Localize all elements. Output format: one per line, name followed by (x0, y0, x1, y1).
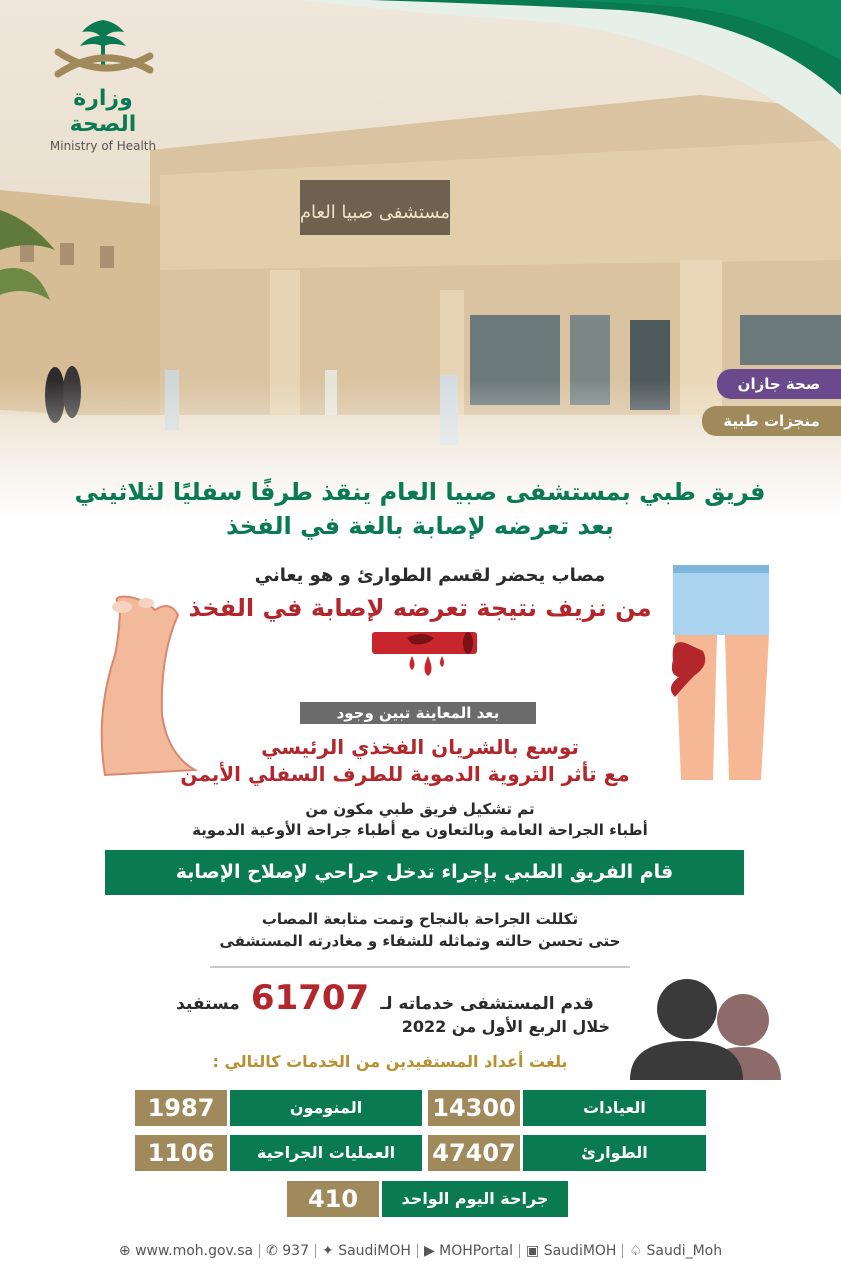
facebook-icon: ▣ (526, 1243, 540, 1259)
logo-english: Ministry of Health (49, 139, 157, 153)
case-bleeding: من نزيف نتيجة تعرضه لإصابة في الفخذ (188, 594, 652, 622)
finding-line1: توسع بالشريان الفخذي الرئيسي (261, 735, 579, 759)
outcome-line2: حتى تحسن حالته وتماثله للشفاء و مغادرته المستشفى (219, 932, 621, 950)
stat-value-surgeries: 1106 (135, 1135, 227, 1171)
footer-phone-text: 937 (282, 1243, 309, 1259)
divider (210, 966, 630, 968)
breakdown-title: بلغت أعداد المستفيدين من الخدمات كالتالي : (212, 1052, 568, 1071)
palm-swords-emblem (38, 12, 168, 82)
footer-website-text: www.moh.gov.sa (135, 1243, 254, 1259)
stat-value-inpatients: 1987 (135, 1090, 227, 1126)
finding-line2: مع تأثر التروية الدموية للطرف السفلي الأيمن (180, 762, 630, 786)
blood-vessel-icon (372, 628, 477, 688)
stat-value-clinics: 14300 (428, 1090, 520, 1126)
headline-line1: فريق طبي بمستشفى صبيا العام ينقذ طرفًا سفليًا لثلاثيني (74, 478, 766, 506)
footer-facebook-text: SaudiMOH (543, 1243, 617, 1259)
people-icon (625, 975, 785, 1080)
services-suffix: مستفيد (176, 994, 240, 1014)
youtube-icon: ▶ (423, 1243, 435, 1259)
snapchat-icon: ♤ (629, 1243, 643, 1259)
stat-label-clinics: العيادات (523, 1090, 706, 1126)
services-count: 61707 (250, 978, 370, 1018)
hospital-sign-text: مستشفى صبيا العام (299, 202, 451, 223)
outcome-line1: تكللت الجراحة بالنجاح وتمت متابعة المصاب (261, 910, 579, 928)
region-tag: صحة جازان (717, 369, 841, 399)
stat-label-emergency: الطوارئ (523, 1135, 706, 1171)
stat-label-inpatients: المنومون (230, 1090, 422, 1126)
phone-icon: ✆ (266, 1243, 278, 1259)
globe-icon: ⊕ (118, 1243, 131, 1259)
exam-badge: بعد المعاينة تبين وجود (300, 702, 536, 724)
footer-snapchat-text: Saudi_Moh (646, 1243, 723, 1259)
stat-label-day-surgery: جراحة اليوم الواحد (382, 1181, 568, 1217)
category-tag: منجزات طبية (702, 406, 841, 436)
footer-twitter[interactable] (316, 1239, 417, 1263)
team-line2: أطباء الجراحة العامة وبالتعاون مع أطباء جراحة الأوعية الدموية (192, 821, 648, 839)
footer-facebook[interactable] (520, 1239, 622, 1263)
services-summary (150, 978, 620, 1018)
footer (0, 1238, 841, 1262)
services-prefix: قدم المستشفى خدماته لـ (380, 994, 594, 1014)
footer-youtube[interactable] (418, 1239, 519, 1263)
stat-value-day-surgery: 410 (287, 1181, 379, 1217)
footer-snapchat[interactable] (623, 1239, 728, 1263)
stat-label-surgeries: العمليات الجراحية (230, 1135, 422, 1171)
logo-arabic: وزارة الصحة (69, 86, 137, 137)
footer-website[interactable] (113, 1239, 259, 1263)
stat-value-emergency: 47407 (428, 1135, 520, 1171)
footer-youtube-text: MOHPortal (439, 1243, 514, 1259)
twitter-icon: ✦ (322, 1243, 334, 1259)
services-period: خلال الربع الأول من 2022 (401, 1017, 610, 1036)
surgery-banner: قام الفريق الطبي بإجراء تدخل جراحي لإصلاح الإصابة (105, 850, 744, 895)
team-line1: تم تشكيل فريق طبي مكون من (305, 800, 535, 818)
moh-logo (38, 12, 168, 153)
leg-illustration (665, 565, 777, 780)
footer-phone[interactable] (260, 1239, 315, 1263)
headline-line2: بعد تعرضه لإصابة بالغة في الفخذ (226, 512, 614, 540)
case-intro: مصاب يحضر لقسم الطوارئ و هو يعاني (254, 565, 606, 586)
footer-twitter-text: SaudiMOH (338, 1243, 411, 1259)
